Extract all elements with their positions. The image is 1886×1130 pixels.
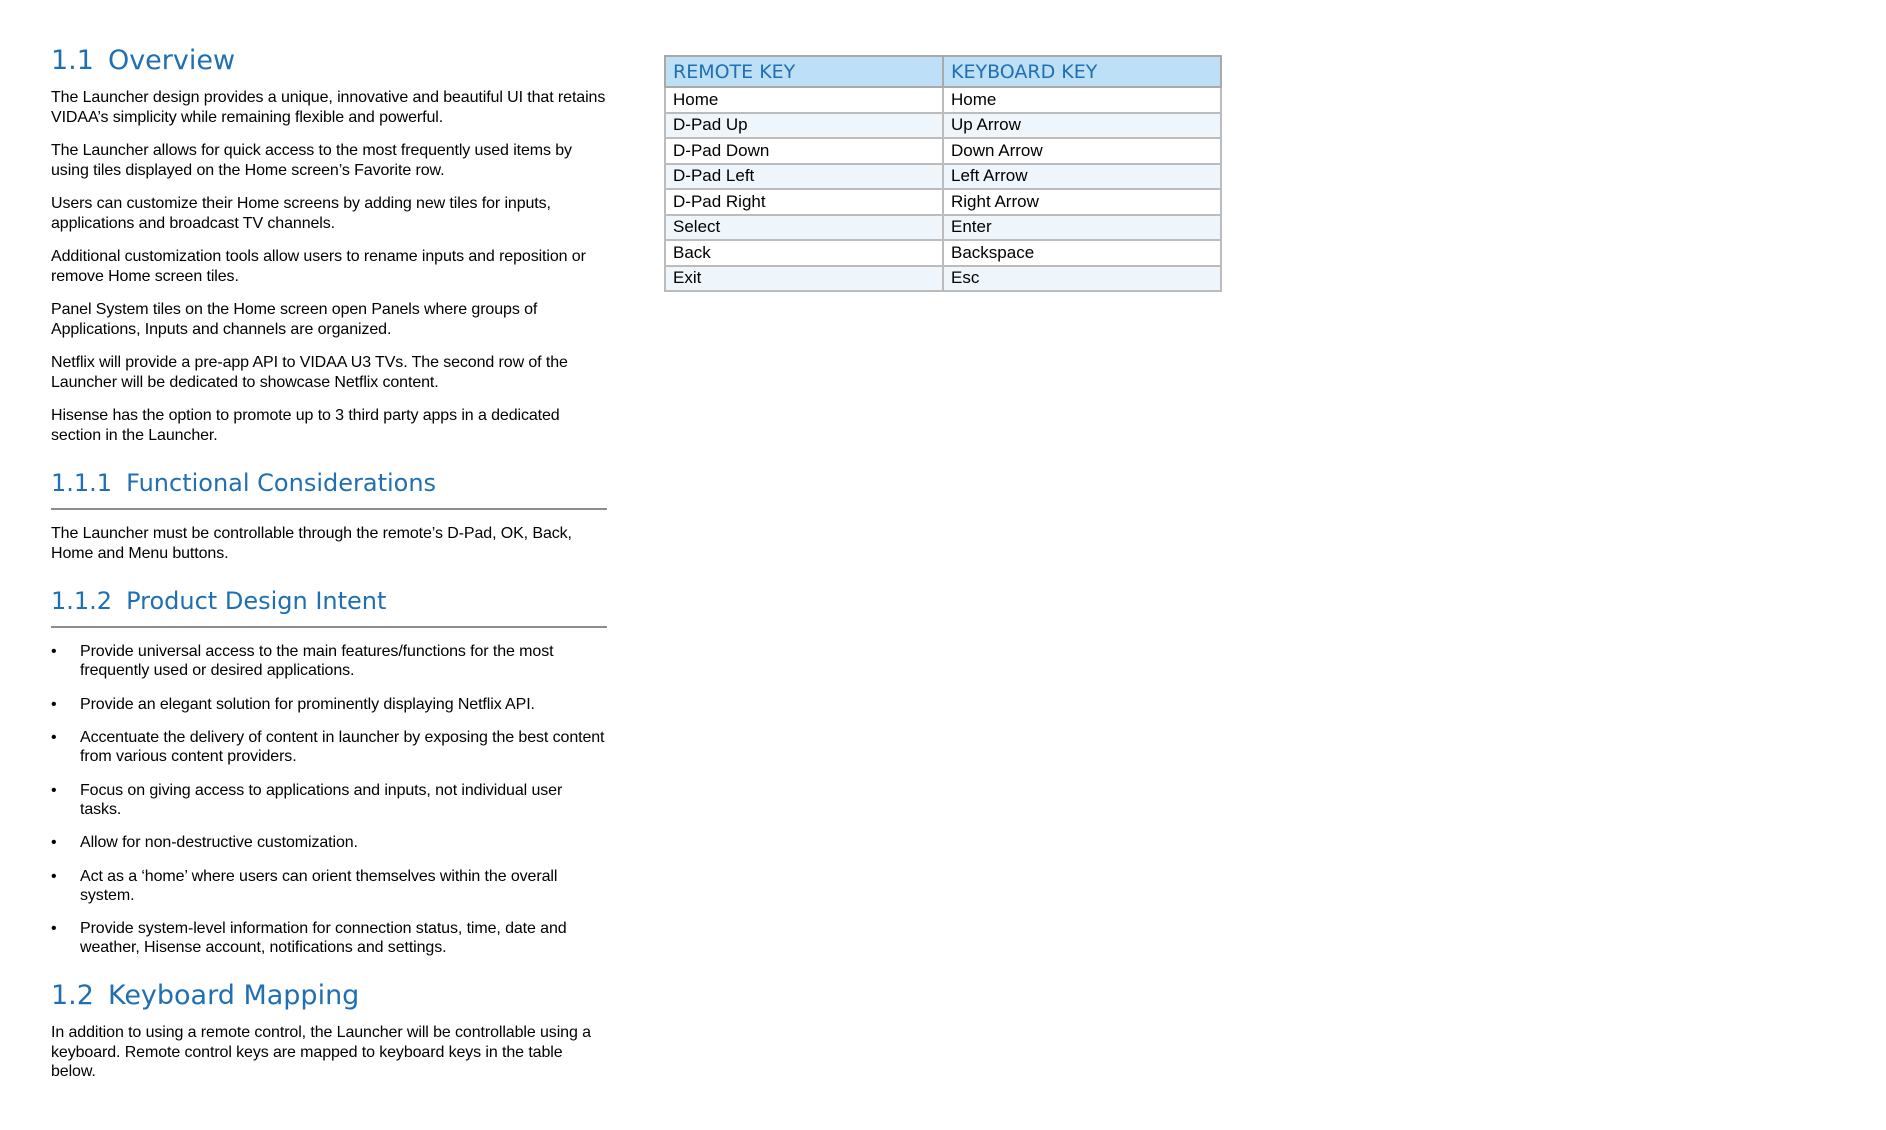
design-intent-list	[51, 642, 607, 957]
list-item	[51, 642, 607, 680]
bullet-icon: •	[51, 867, 57, 885]
keyboard-key-cell: Esc	[943, 266, 1221, 292]
keyboard-key-cell: Enter	[943, 215, 1221, 241]
overview-paragraph: Panel System tiles on the Home screen open Panels where groups of Applications, Inputs and channels are organized.	[51, 301, 538, 338]
keyboard-key-cell: Down Arrow	[943, 138, 1221, 164]
functional-heading-number: 1.1.1	[51, 469, 113, 497]
table-row	[665, 164, 1221, 190]
remote-key-cell: D-Pad Down	[665, 138, 943, 164]
list-item-text: Allow for non-destructive customization.	[80, 834, 358, 851]
overview-paragraph: Netflix will provide a pre-app API to VIDAA U3 TVs. The second row of the Launcher will be dedicated to showcase Netflix content.	[51, 354, 568, 391]
list-item-text: Focus on giving access to applications and inputs, not individual user tasks.	[80, 781, 563, 818]
bullet-icon: •	[51, 729, 57, 746]
keyboard-mapping-heading	[51, 979, 607, 1013]
design-intent-heading-title: Product Design Intent	[126, 587, 387, 615]
keyboard-key-cell: Home	[943, 87, 1221, 113]
keyboard-key-column-header: KEYBOARD KEY	[943, 56, 1221, 87]
table-row	[665, 189, 1221, 215]
keyboard-key-cell: Backspace	[943, 240, 1221, 266]
remote-key-column-header: REMOTE KEY	[665, 56, 943, 87]
list-item-text: Act as a ‘home’ where users can orient themselves within the overall system.	[80, 867, 558, 904]
table-header-row	[665, 56, 1221, 87]
keyboard-key-cell: Up Arrow	[943, 113, 1221, 139]
remote-key-cell: Exit	[665, 266, 943, 292]
overview-paragraph: Hisense has the option to promote up to 3 third party apps in a dedicated section in the Launcher.	[51, 407, 560, 444]
design-intent-heading-number: 1.1.2	[51, 587, 113, 615]
overview-heading	[51, 44, 607, 78]
overview-paragraph: Additional customization tools allow users to rename inputs and reposition or remove Home screen tiles.	[51, 248, 586, 285]
bullet-icon: •	[51, 834, 57, 851]
keyboard-key-cell: Right Arrow	[943, 189, 1221, 215]
list-item	[51, 833, 607, 852]
table-row	[665, 240, 1221, 266]
bullet-icon: •	[51, 695, 57, 713]
list-item-text: Provide an elegant solution for prominently displaying Netflix API.	[80, 695, 535, 713]
list-item-text: Provide system-level information for connection status, time, date and weather, Hisense account, notifications and settings.	[80, 920, 567, 956]
list-item	[51, 728, 607, 766]
list-item	[51, 695, 607, 714]
table-row	[665, 215, 1221, 241]
table-row	[665, 113, 1221, 139]
list-item	[51, 781, 607, 819]
table-row	[665, 138, 1221, 164]
bullet-icon: •	[51, 643, 57, 660]
functional-heading-title: Functional Considerations	[126, 469, 437, 497]
remote-key-cell: D-Pad Right	[665, 189, 943, 215]
table-row	[665, 266, 1221, 292]
document-left-column	[51, 44, 607, 1096]
keyboard-mapping-heading-number: 1.2	[51, 980, 94, 1011]
bullet-icon: •	[51, 920, 57, 937]
remote-key-cell: D-Pad Left	[665, 164, 943, 190]
remote-key-cell: Back	[665, 240, 943, 266]
overview-heading-title: Overview	[107, 45, 236, 76]
list-item	[51, 867, 607, 905]
key-mapping-table	[664, 55, 1222, 292]
table-row	[665, 87, 1221, 113]
list-item-text: Provide universal access to the main features/functions for the most frequently used or desired applications.	[80, 643, 554, 679]
overview-paragraph: The Launcher allows for quick access to the most frequently used items by using tiles displayed on the Home screen’s Favorite row.	[51, 142, 572, 179]
functional-paragraph: The Launcher must be controllable through the remote’s D-Pad, OK, Back, Home and Menu buttons.	[51, 525, 572, 562]
overview-paragraph: The Launcher design provides a unique, innovative and beautiful UI that retains VIDAA’s simplicity while remaining flexible and powerful.	[51, 89, 606, 126]
remote-key-cell: Home	[665, 87, 943, 113]
overview-heading-number: 1.1	[51, 45, 94, 76]
product-design-intent-heading	[51, 585, 607, 628]
remote-key-cell: D-Pad Up	[665, 113, 943, 139]
remote-key-cell: Select	[665, 215, 943, 241]
keyboard-mapping-heading-title: Keyboard Mapping	[107, 980, 360, 1011]
functional-considerations-heading	[51, 467, 607, 510]
list-item	[51, 919, 607, 957]
keyboard-key-cell: Left Arrow	[943, 164, 1221, 190]
list-item-text: Accentuate the delivery of content in launcher by exposing the best content from various content providers.	[80, 729, 605, 765]
key-mapping-table-wrapper	[664, 55, 1222, 292]
bullet-icon: •	[51, 781, 57, 799]
keyboard-mapping-paragraph: In addition to using a remote control, the Launcher will be controllable using a keyboard. Remote control keys are mapped to keyboard keys in the table below.	[51, 1024, 591, 1080]
overview-paragraph: Users can customize their Home screens by adding new tiles for inputs, applications and broadcast TV channels.	[51, 195, 551, 232]
